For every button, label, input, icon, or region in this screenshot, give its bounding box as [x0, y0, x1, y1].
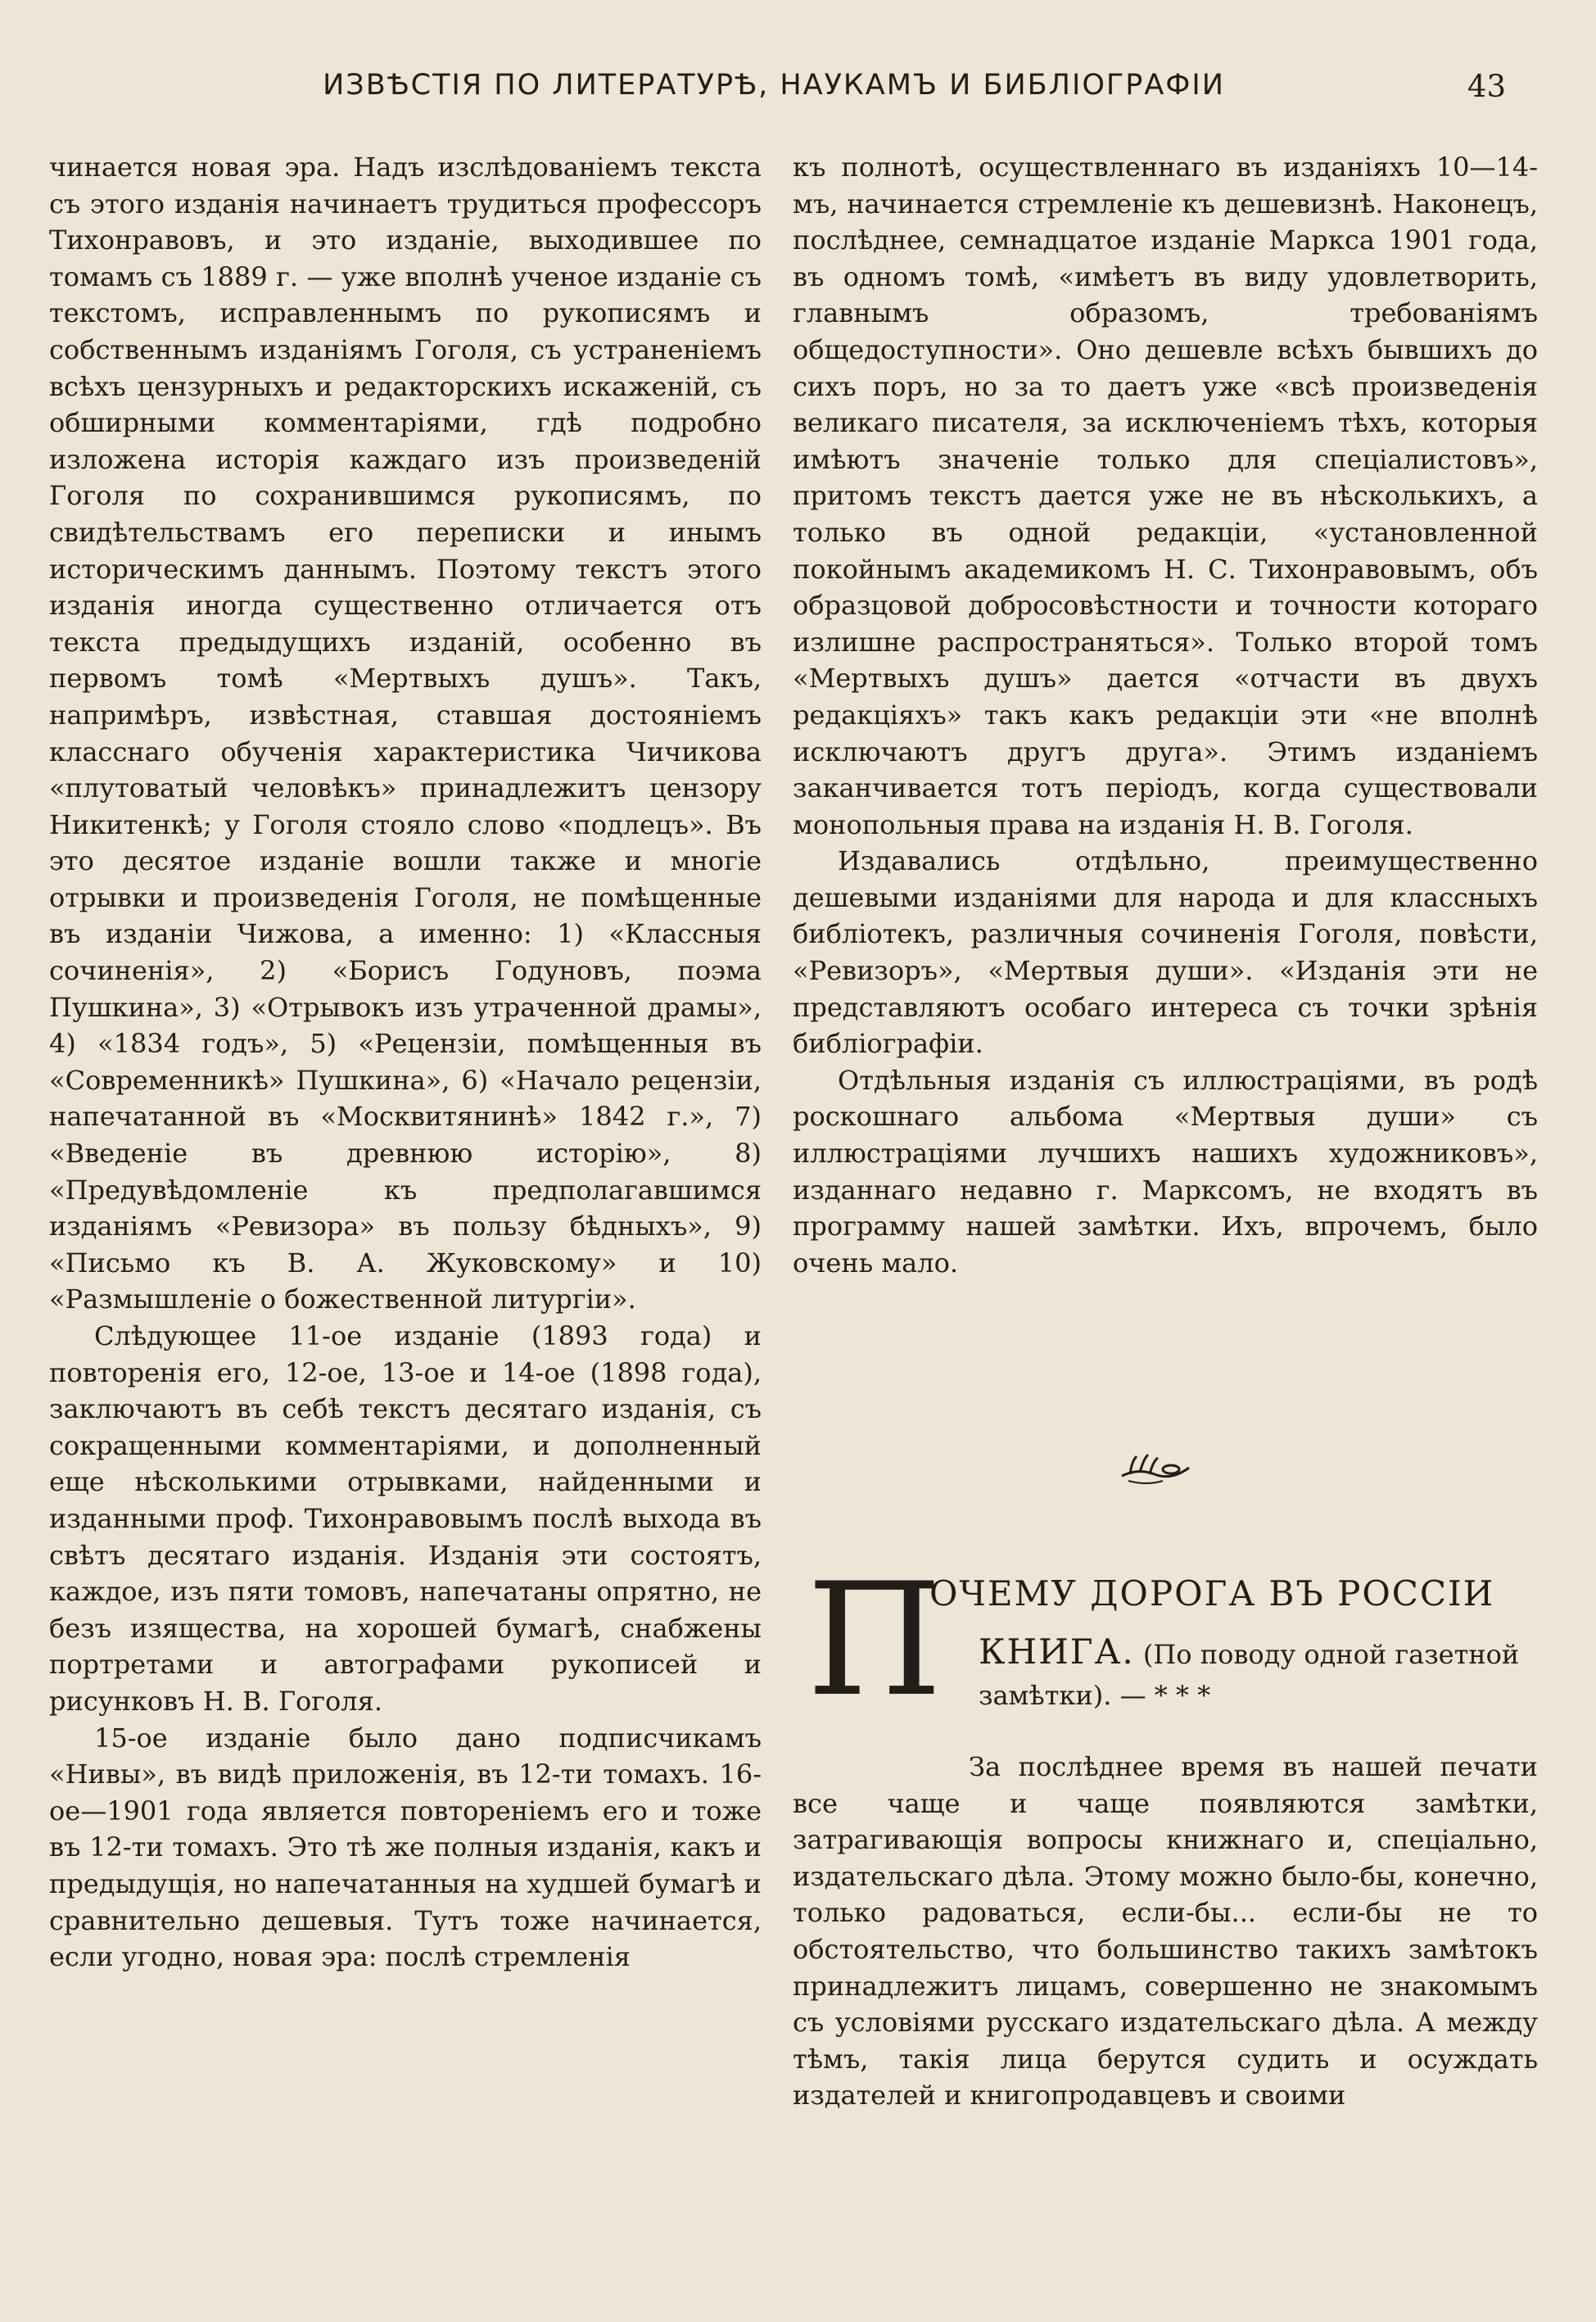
article-title-line: ОЧЕМУ ДОРОГА ВЪ РОССІИ: [929, 1573, 1495, 1614]
article-title-block: [807, 1550, 1539, 1731]
left-column: [49, 149, 762, 1976]
drop-cap-letter: П: [807, 1550, 943, 1731]
right-paragraph-3: Отдѣльныя изданія съ иллюстраціями, въ родѣ роскошнаго альбома «Мертвыя души» съ иллюстраціями лучшихъ нашихъ художниковъ», изданнаго недавно г. Марксомъ, не входятъ въ программу нашей замѣтки. Ихъ, впрочемъ, было очень мало.: [793, 1064, 1538, 1279]
right-paragraph-2: Издавались отдѣльно, преимущественно дешевыми изданіями для народа и для классныхъ библіотекъ, различныя сочиненія Гоголя, повѣсти, «Ревизоръ», «Мертвыя души». «Изданія эти не представляютъ особаго интереса съ точки зрѣнія библіографіи.: [793, 845, 1538, 1060]
article-paragraph-1: За послѣднее время въ нашей печати все чаще и чаще появляются замѣтки, затрагивающія вопросы книжнаго и, спеціально, издательскаго дѣла. Этому можно было-бы, конечно, только радоваться, если-бы... если-бы не то обстоятельство, что большинство такихъ замѣтокъ принадлежитъ лицамъ, совершенно не знакомымъ съ условіями русскаго издательскаго дѣла. А между тѣмъ, такія лица берутся судить и осуждать издателей и книгопродавцевъ и своими: [793, 1751, 1538, 2112]
right-column: [793, 149, 1538, 1281]
article-subtitle-text: (По поводу одной газетной замѣтки). —: [979, 1639, 1520, 1711]
left-paragraph-1: чинается новая эра. Надъ изслѣдованіемъ текста съ этого изданія начинаетъ трудиться профессоръ Тихонравовъ, и это изданіе, выходившее по томамъ съ 1889 г. — уже вполнѣ ученое изданіе съ текстомъ, исправленнымъ по рукописямъ и собственнымъ изданіямъ Гоголя, съ устраненіемъ всѣхъ цензурныхъ и редакторскихъ искаженій, съ обширными комментаріями, гдѣ подробно изложена исторія каждаго изъ произведеній Гоголя по сохранившимся рукописямъ, по свидѣтельствамъ его переписки и инымъ историческимъ даннымъ. Поэтому текстъ этого изданія иногда существенно отличается отъ текста предыдущихъ изданій, особенно въ первомъ томѣ «Мертвыхъ душъ». Такъ, напримѣръ, извѣстная, ставшая достояніемъ класснаго обученія характеристика Чичикова «плутоватый человѣкъ» принадлежитъ цензору Никитенкѣ; у Гоголя стояло слово «подлецъ». Въ это десятое изданіе вошли также и многіе отрывки и произведенія Гоголя, не помѣщенные въ изданіи Чижова, а именно: 1) «Классныя сочиненія», 2) «Борисъ Годуновъ, поэма Пушкина», 3) «Отрывокъ изъ утраченной драмы», 4) «1834 годъ», 5) «Рецензіи, помѣщенныя въ «Современникѣ» Пушкина», 6) «Начало рецензіи, напечатанной въ «Москвитянинѣ» 1842 г.», 7) «Введеніе въ древнюю исторію», 8) «Предувѣдомленіе къ предполагавшимся изданіямъ «Ревизора» въ пользу бѣдныхъ», 9) «Письмо къ В. А. Жуковскому» и 10) «Размышленіе о божественной литургіи».: [49, 152, 762, 1315]
right-paragraph-1: къ полнотѣ, осуществленнаго въ изданіяхъ 10—14-мъ, начинается стремленіе къ дешевизнѣ. Наконецъ, послѣднее, семнадцатое изданіе Маркса 1901 года, въ одномъ томѣ, «имѣетъ въ виду удовлетворить, главнымъ образомъ, требованіямъ общедоступности». Оно дешевле всѣхъ бывшихъ до сихъ поръ, но за то даетъ уже «всѣ произведенія великаго писателя, за исключеніемъ тѣхъ, которыя имѣютъ значеніе только для спеціалистовъ», притомъ текстъ дается уже не въ нѣсколькихъ, а только въ одной редакціи, «установленной покойнымъ академикомъ Н. С. Тихонравовымъ, объ образцовой добросовѣстности и точности котораго излишне распространяться». Только второй томъ «Мертвыхъ душъ» дается «отчасти въ двухъ редакціяхъ» такъ какъ редакціи эти «не вполнѣ исключаютъ другъ друга». Этимъ изданіемъ заканчивается тотъ періодъ, когда существовали монопольныя права на изданія Н. В. Гоголя.: [793, 152, 1538, 840]
page-number: 43: [1467, 69, 1506, 104]
left-paragraph-2: Слѣдующее 11-ое изданіе (1893 года) и повторенія его, 12-ое, 13-ое и 14-ое (1898 года), заключаютъ въ себѣ текстъ десятаго изданія, съ сокращенными комментаріями, и дополненный еще нѣсколькими отрывками, найденными и изданными проф. Тихонравовымъ послѣ выхода въ свѣтъ десятаго изданія. Изданія эти состоятъ, каждое, изъ пяти томовъ, напечатаны опрятно, не безъ изящества, на хорошей бумагѣ, снабжены портретами и автографами рукописей и рисунковъ Н. В. Гоголя.: [49, 1320, 762, 1717]
article-title-word: КНИГА.: [979, 1632, 1135, 1672]
author-mark: * * *: [1154, 1680, 1211, 1711]
floral-ornament-icon: [1114, 1443, 1196, 1492]
running-header: ИЗВѢСТІЯ ПО ЛИТЕРАТУРѢ, НАУКАМЪ И БИБЛІОГРАФІИ: [323, 69, 1225, 102]
article-subtitle: [979, 1632, 1535, 1716]
left-paragraph-3: 15-ое изданіе было дано подписчикамъ «Нивы», въ видѣ приложенія, въ 12-ти томахъ. 16-ое—1901 года является повтореніемъ его и тоже въ 12-ти томахъ. Это тѣ же полныя изданія, какъ и предыдущія, но напечатанныя на худшей бумагѣ и сравнительно дешевыя. Тутъ тоже начинается, если угодно, новая эра: послѣ стремленія: [49, 1722, 762, 1973]
article-body: [793, 1749, 1538, 2114]
